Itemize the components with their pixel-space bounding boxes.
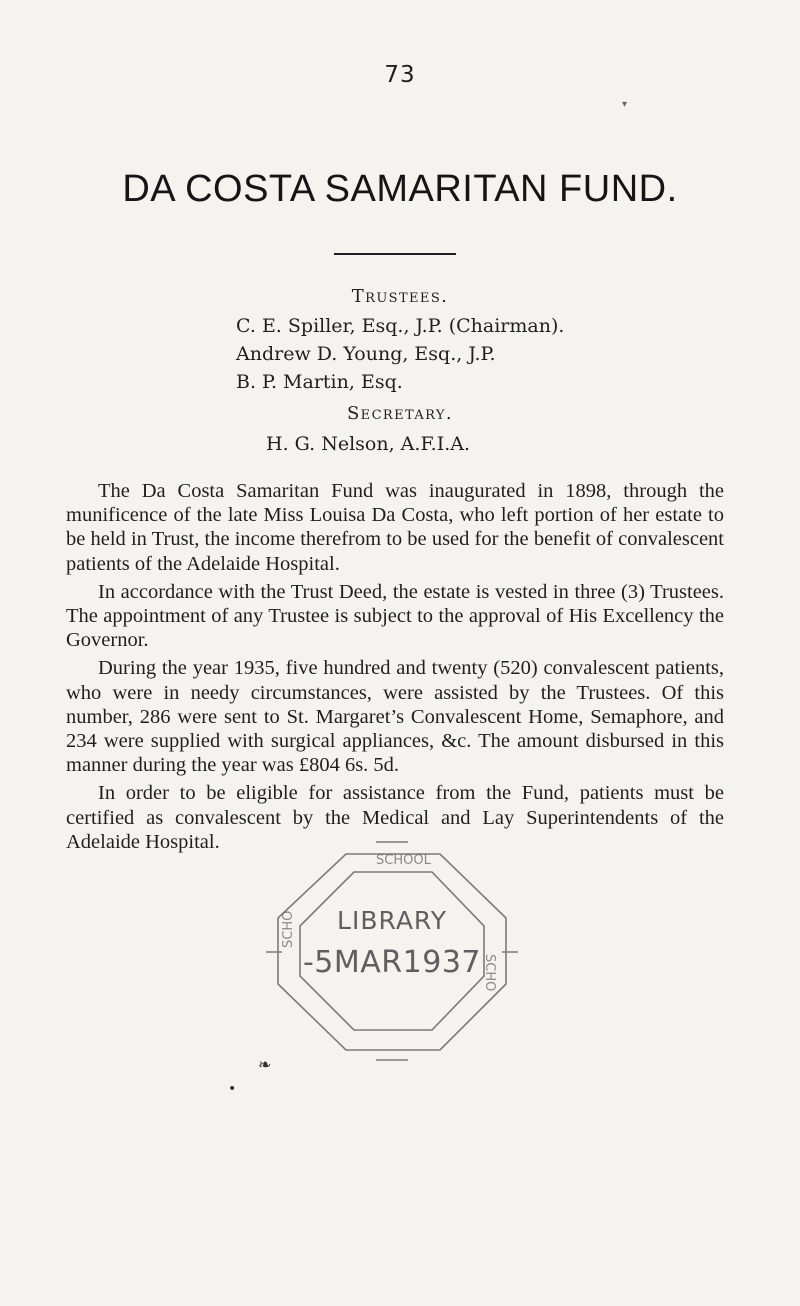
secretary-name: H. G. Nelson, A.F.I.A.: [266, 433, 471, 455]
secretary-heading: Secretary.: [346, 403, 454, 424]
library-stamp: [258, 836, 526, 1066]
svg-text:SCHOOL: SCHOOL: [376, 853, 431, 868]
title-divider: [334, 253, 456, 255]
body-text: [66, 479, 724, 858]
body-paragraph: During the year 1935, five hundred and twenty (520) convalescent patients, who were in needy circumstances, were assisted by the Trustees. Of this number, 286 were sent to St. Margaret’s Convalescent Home, Semaphore, and 234 were supplied with surgical appliances, &c. The amount disbursed in this manner during the year was £804 6s. 5d.: [66, 657, 724, 777]
svg-text:SCHO: SCHO: [482, 954, 497, 992]
body-paragraph: In accordance with the Trust Deed, the estate is vested in three (3) Trustees. The appointment of any Trustee is subject to the approval of His Excellency the Governor.: [66, 580, 724, 652]
stamp-library-label: LIBRARY: [337, 906, 447, 935]
body-paragraph: The Da Costa Samaritan Fund was inaugurated in 1898, through the munificence of the late Miss Louisa Da Costa, who left portion of her estate to be held in Trust, the income therefrom to be used for the benefit of convalescent patients of the Adelaide Hospital.: [66, 480, 724, 575]
trustee-name: C. E. Spiller, Esq., J.P. (Chairman).: [236, 315, 565, 337]
ink-mark: ❧: [258, 1055, 272, 1074]
trustee-name: Andrew D. Young, Esq., J.P.: [236, 343, 496, 365]
stamp-date: -5MAR1937: [302, 945, 482, 980]
ink-speck: ▾: [622, 99, 628, 110]
ink-dot: •: [228, 1081, 237, 1097]
svg-text:SCHO: SCHO: [281, 910, 296, 948]
document-title: DA COSTA SAMARITAN FUND.: [122, 168, 678, 210]
trustees-heading: Trustees.: [351, 286, 449, 307]
body-paragraph: In order to be eligible for assistance from the Fund, patients must be certified as convalescent by the Medical and Lay Superintendents of the Adelaide Hospital.: [66, 782, 724, 853]
trustee-name: B. P. Martin, Esq.: [236, 371, 403, 393]
page-number: 73: [384, 62, 416, 88]
